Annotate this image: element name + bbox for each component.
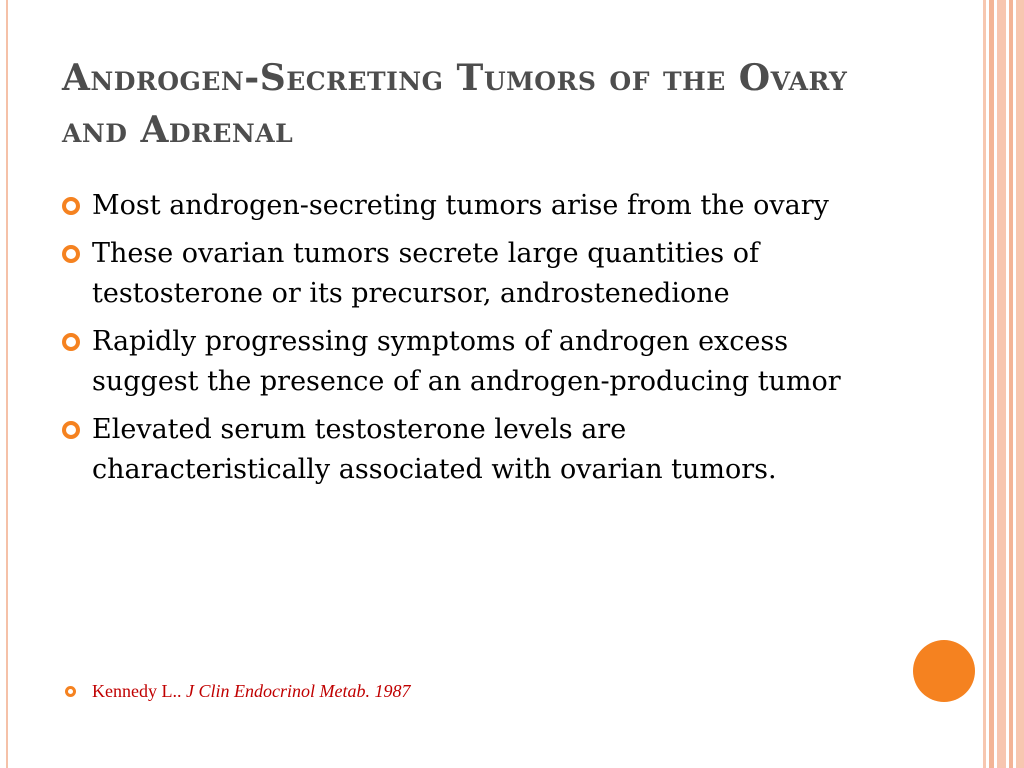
bullet-icon [65,686,76,697]
reference-author: Kennedy L.. [92,681,186,701]
bullet-item [62,186,872,226]
bullet-text: Most androgen-secreting tumors arise from the ovary [92,190,829,221]
decorative-stripe [1009,0,1013,768]
bullet-item [62,410,872,490]
bullet-text: These ovarian tumors secrete large quantities of testosterone or its precursor, androstenedione [92,238,759,309]
decorative-stripe [983,0,986,768]
bullet-item [62,234,872,314]
bullet-list [62,186,872,498]
bullet-icon [62,333,80,351]
bullet-icon [62,421,80,439]
reference-citation [62,679,792,703]
reference-journal: J Clin Endocrinol Metab. 1987 [185,681,411,701]
decorative-stripe [989,0,994,768]
bullet-text: Rapidly progressing symptoms of androgen excess suggest the presence of an androgen-producing tumor [92,326,841,397]
bullet-icon [62,245,80,263]
left-border-line [6,0,8,768]
orange-circle-icon [913,640,975,702]
decorative-stripe [997,0,1006,768]
bullet-text: Elevated serum testosterone levels are characteristically associated with ovarian tumors. [92,414,777,485]
slide-title: Androgen-Secreting Tumors of the Ovary and Adrenal [62,57,848,151]
decorative-stripe [1016,0,1024,768]
bullet-item [62,322,872,402]
bullet-icon [62,197,80,215]
